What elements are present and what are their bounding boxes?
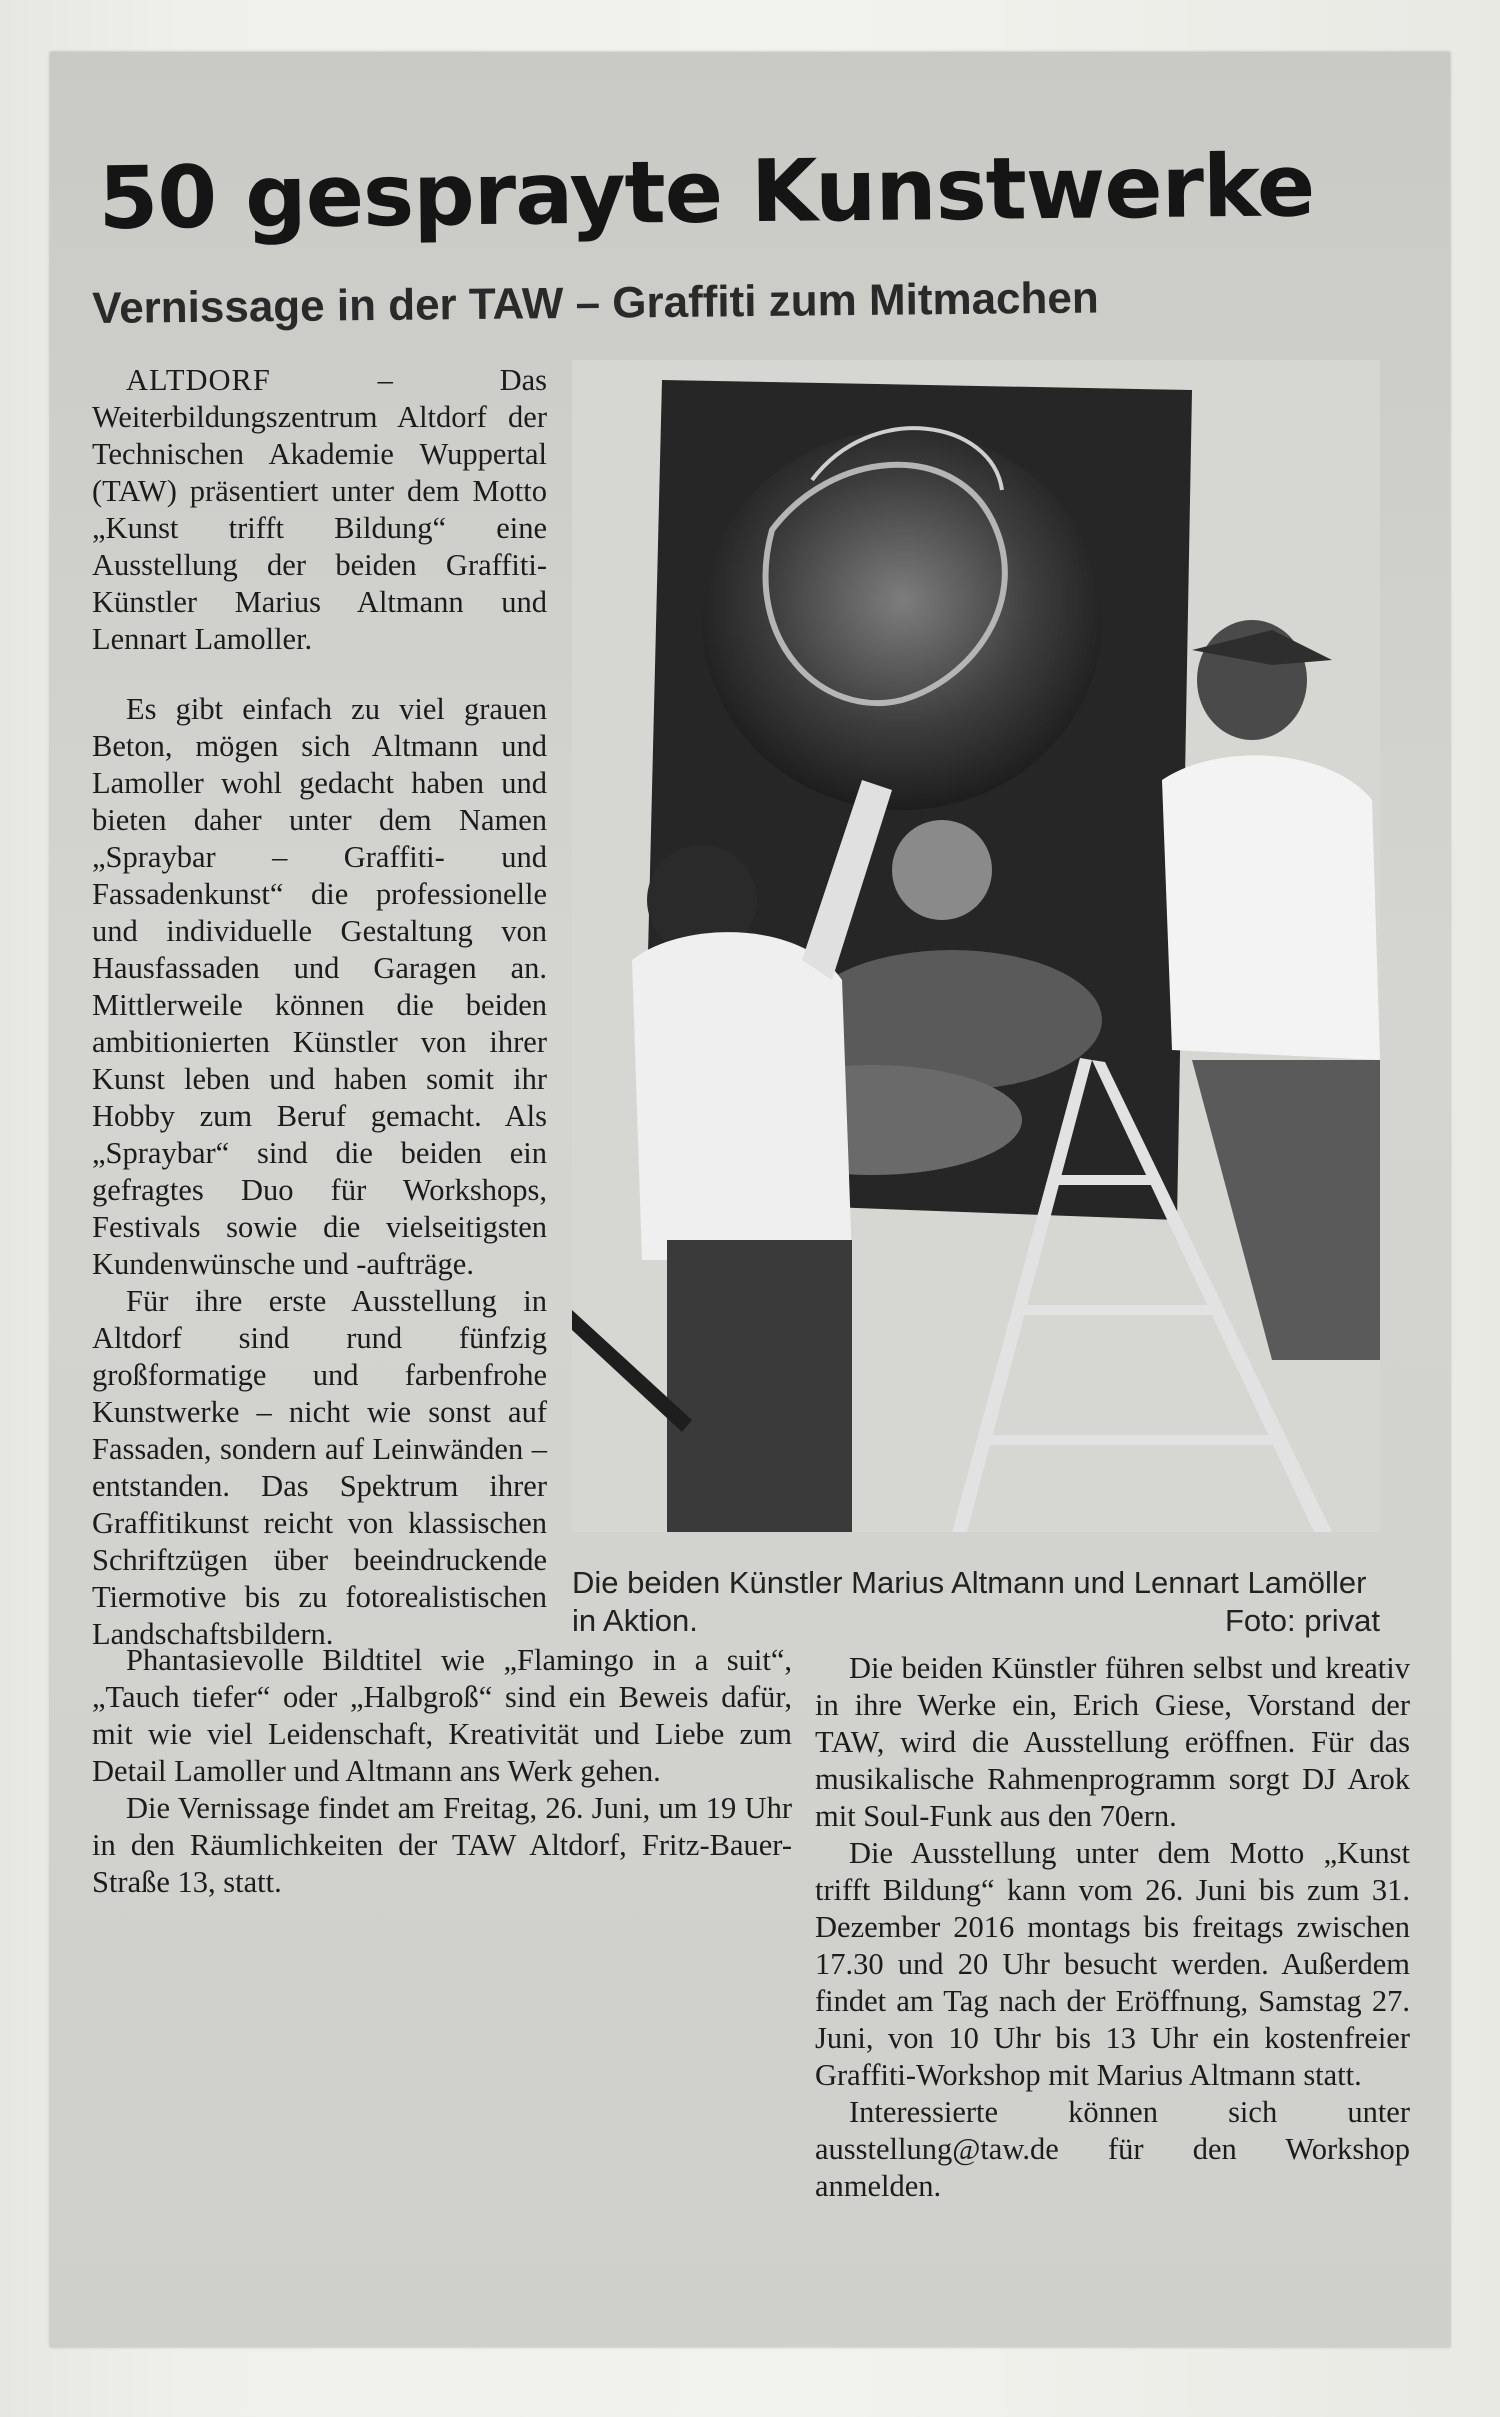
- painted-head-motif: [702, 430, 1102, 810]
- article-column-right: [815, 1650, 1410, 2205]
- paragraph-contact: Interessierte können sich unter ausstellung@taw.de für den Workshop anmelden.: [815, 2095, 1410, 2203]
- paragraph-intro: ALTDORF – Das Weiterbildungszentrum Altdorf der Technischen Akademie Wuppertal (TAW) präsentiert unter dem Motto „Kunst trifft Bildung“ eine Ausstellung der beiden Graffiti-Künstler Marius Altmann und Lennart Lamoller.: [92, 363, 548, 656]
- artist-left-jeans: [667, 1240, 852, 1532]
- newspaper-clipping: [50, 52, 1450, 2347]
- photo-credit: Foto: privat: [1224, 1603, 1380, 1638]
- paragraph-titles: Phantasievolle Bildtitel wie „Flamingo in a suit“, „Tauch tiefer“ oder „Halbgroß“ sind ein Beweis dafür, mit wie viel Leidenschaft, Kreativität und Liebe zum Detail Lamoller und Altmann ans Werk gehen.: [92, 1643, 792, 1788]
- artist-left-shirt: [632, 932, 852, 1260]
- paragraph-program: Die beiden Künstler führen selbst und kreativ in ihre Werke ein, Erich Giese, Vorstand der TAW, wird die Ausstellung eröffnen. Für das musikalische Rahmenprogramm sorgt DJ Arok mit Soul-Funk aus den 70ern.: [815, 1651, 1410, 1833]
- paragraph-exhibition: Für ihre erste Ausstellung in Altdorf sind rund fünfzig großformatige und farbenfrohe Kunstwerke – nicht wie sonst auf Fassaden, sondern auf Leinwänden – entstanden. Das Spektrum ihrer Graffitikunst reicht von klassischen Schriftzügen über beeindruckende Tiermotive bis zu fotorealistischen Landschaftsbildern.: [92, 1284, 547, 1651]
- dateline: ALTDORF: [126, 363, 271, 397]
- photo-caption: [572, 1564, 1380, 1640]
- article-column-left: [92, 362, 548, 1651]
- paragraph-vernissage: Die Vernissage findet am Freitag, 26. Juni, um 19 Uhr in den Räumlichkeiten der TAW Altdorf, Fritz-Bauer-Straße 13, statt.: [92, 1791, 792, 1899]
- caption-text: Die beiden Künstler Marius Altmann und Lennart Lamöller in Aktion.: [572, 1565, 1367, 1638]
- subheadline: Vernissage in der TAW – Graffiti zum Mitmachen: [92, 273, 1099, 333]
- paragraph-spraybar: Es gibt einfach zu viel grauen Beton, mögen sich Altmann und Lamoller wohl gedacht haben und bieten daher unter dem Namen „Spraybar – Graffiti- und Fassadenkunst“ die professionelle und individuelle Gestaltung von Hausfassaden und Garagen an. Mittlerweile können die beiden ambitionierten Künstler von ihrer Kunst leben und haben somit ihr Hobby zum Beruf gemacht. Als „Spraybar“ sind die beiden ein gefragtes Duo für Workshops, Festivals sowie die vielseitigsten Kundenwünsche und -aufträge.: [92, 692, 547, 1281]
- paragraph-dates: Die Ausstellung unter dem Motto „Kunst trifft Bildung“ kann vom 26. Juni bis zum 31. Dezember 2016 montags bis freitags zwischen 17.30 und 20 Uhr besucht werden. Außerdem findet am Tag nach der Eröffnung, Samstag 27. Juni, von 10 Uhr bis 13 Uhr ein kostenfreier Graffiti-Workshop mit Marius Altmann statt.: [815, 1836, 1410, 2092]
- headline: 50 gesprayte Kunstwerke: [97, 136, 1315, 249]
- artist-right-shirt: [1162, 755, 1380, 1060]
- article-photo: [572, 360, 1380, 1532]
- graffiti-artists-photo: [572, 360, 1380, 1532]
- article-column-lower-left: [92, 1642, 792, 1901]
